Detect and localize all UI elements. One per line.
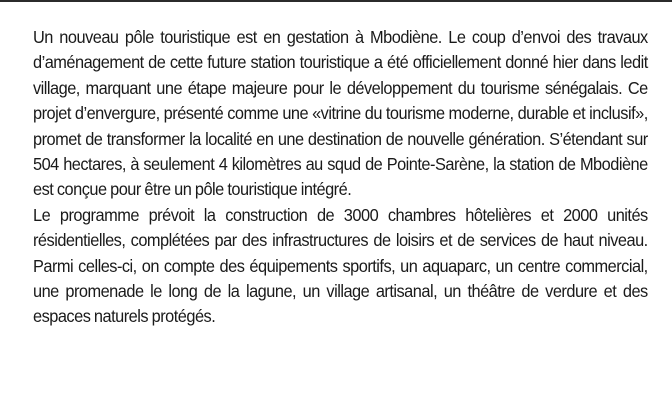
article-paragraph-2: Le programme prévoit la construction de 3000 chambres hôtelières et 2000 unités résidentielles, complétées par des infrastructures de loisirs et de services de haut niveau. Parmi celles-ci, on compte des équipements sportifs, un aquaparc, un centre commercial, une promenade le long de la lagune, un village artisanal, un théâtre de verdure et des espaces naturels protégés. — [33, 204, 648, 327]
top-divider — [0, 0, 672, 2]
article-body — [33, 25, 648, 330]
article-paragraph-1: Un nouveau pôle touristique est en gestation à Mbodiène. Le coup d’envoi des travaux d’aménagement de cette future station touristique a été officiellement donné hier dans ledit village, marquant une étape majeure pour le développement du tourisme sénégalais. Ce projet d’envergure, présenté comme une «vitrine du tourisme moderne, durable et inclusif», promet de transformer la localité en une destination de nouvelle génération. S’étendant sur 504 hectares, à seulement 4 kilomètres au squd de Pointe-Sarène, la station de Mbodiène est conçue pour être un pôle touristique intégré. — [33, 27, 648, 200]
